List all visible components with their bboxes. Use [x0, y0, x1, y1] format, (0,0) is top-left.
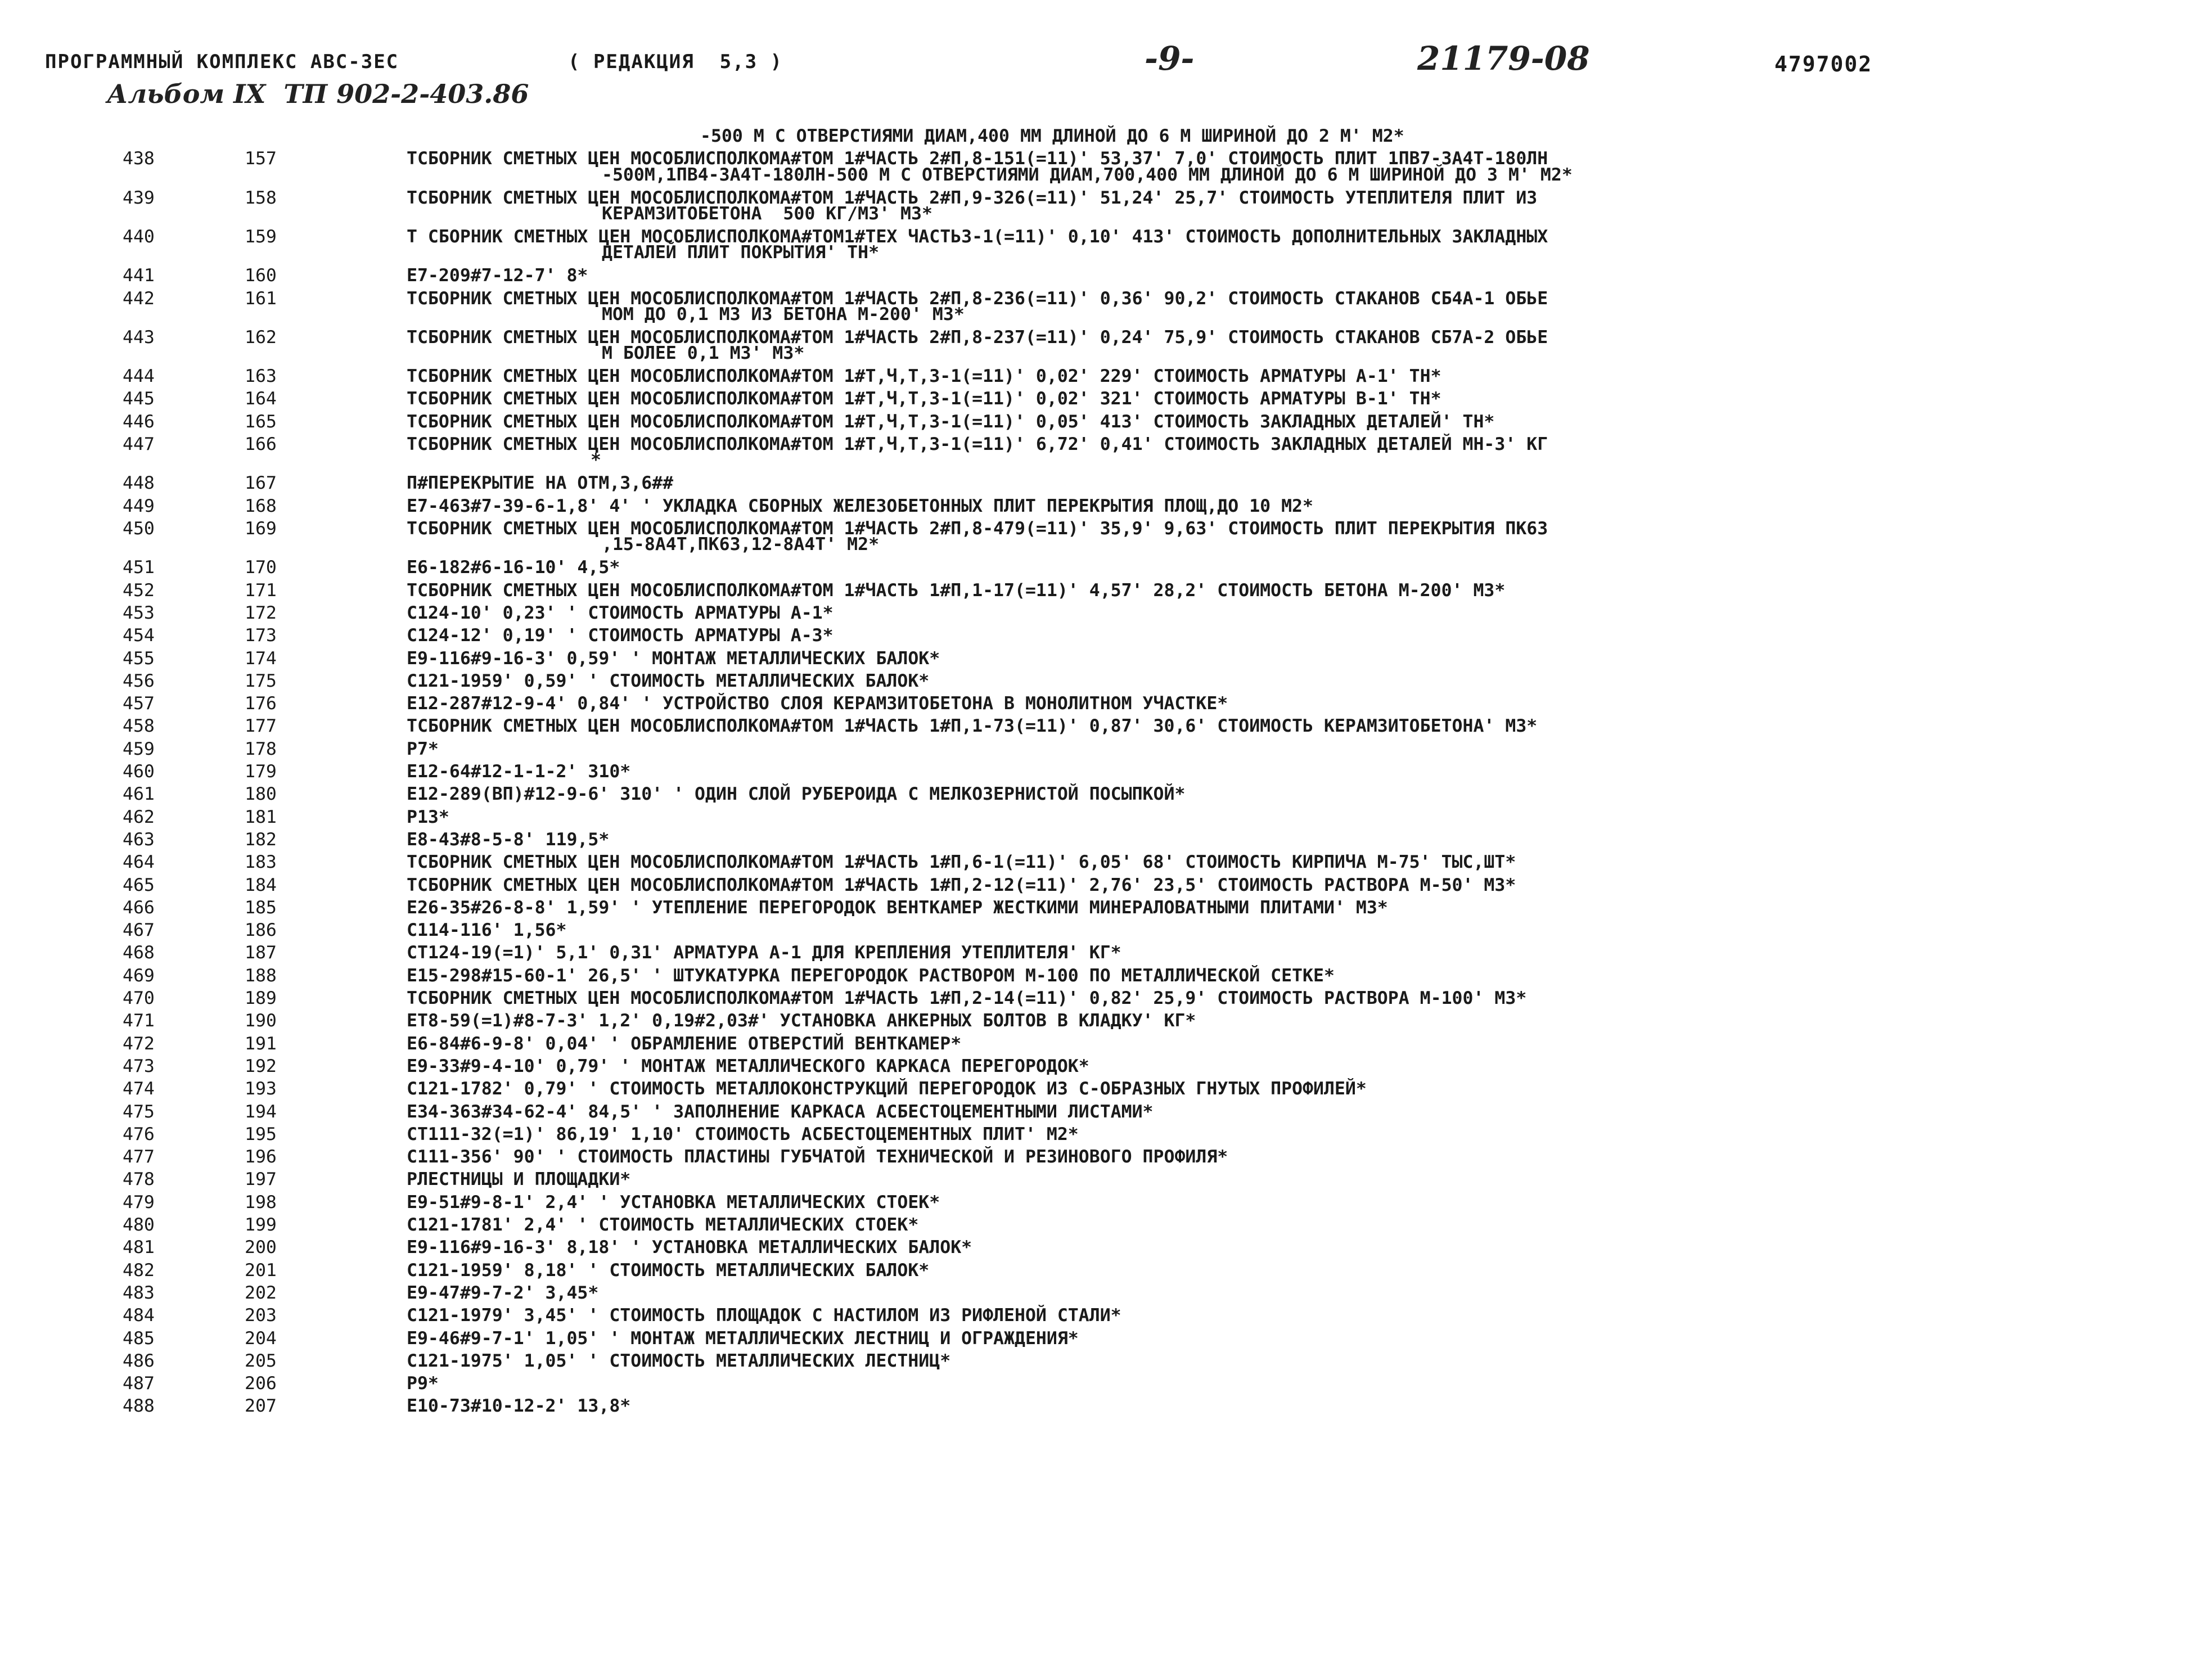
item-number: 157	[245, 148, 277, 169]
item-number: 166	[245, 434, 277, 455]
item-text: ТСБОРНИК СМЕТНЫХ ЦЕН МОСОБЛИСПОЛКОМА#ТОМ 1#ЧАСТЬ 1#П,1-73(=11)' 0,87' 30,6' СТОИМОСТЬ КЕРАМЗИТОБЕТОНА' М3*	[407, 716, 1538, 737]
item-number: 175	[245, 670, 277, 691]
item-number: 158	[245, 187, 277, 208]
item-text: Е6-84#6-9-8' 0,04' ' ОБРАМЛЕНИЕ ОТВЕРСТИЙ ВЕНТКАМЕР*	[407, 1033, 962, 1054]
item-number: 197	[245, 1169, 277, 1190]
record-number: 485	[123, 1328, 155, 1349]
edition-label: ( РЕДАКЦИЯ 5,3 )	[568, 51, 783, 73]
continuation-text: ДЕТАЛЕЙ ПЛИТ ПОКРЫТИЯ' ТН*	[602, 242, 880, 263]
item-number: 192	[245, 1056, 277, 1076]
record-number: 452	[123, 580, 155, 601]
item-text: Е26-35#26-8-8' 1,59' ' УТЕПЛЕНИЕ ПЕРЕГОРОДОК ВЕНТКАМЕР ЖЕСТКИМИ МИНЕРАЛОВАТНЫМИ ПЛИТАМИ' М3*	[407, 897, 1388, 918]
record-number: 478	[123, 1169, 155, 1190]
item-text: ТСБОРНИК СМЕТНЫХ ЦЕН МОСОБЛИСПОЛКОМА#ТОМ 1#ЧАСТЬ 1#П,2-12(=11)' 2,76' 23,5' СТОИМОСТЬ РАСТВОРА М-50' М3*	[407, 875, 1516, 895]
record-number: 438	[123, 148, 155, 169]
item-text: Е9-51#9-8-1' 2,4' ' УСТАНОВКА МЕТАЛЛИЧЕСКИХ СТОЕК*	[407, 1192, 940, 1213]
item-text: СТ124-19(=1)' 5,1' 0,31' АРМАТУРА А-1 ДЛЯ КРЕПЛЕНИЯ УТЕПЛИТЕЛЯ' КГ*	[407, 943, 1121, 963]
item-text: Е7-463#7-39-6-1,8' 4' ' УКЛАДКА СБОРНЫХ ЖЕЛЕЗОБЕТОННЫХ ПЛИТ ПЕРЕКРЫТИЯ ПЛОЩ,ДО 10 М2*	[407, 495, 1313, 516]
record-number: 482	[123, 1260, 155, 1281]
record-number: 457	[123, 693, 155, 714]
document-code: 21179-08	[1417, 39, 1590, 78]
item-number: 207	[245, 1396, 277, 1417]
item-number: 165	[245, 411, 277, 432]
item-number: 179	[245, 761, 277, 782]
item-number: 181	[245, 806, 277, 827]
item-number: 201	[245, 1260, 277, 1281]
item-text: Е9-33#9-4-10' 0,79' ' МОНТАЖ МЕТАЛЛИЧЕСКОГО КАРКАСА ПЕРЕГОРОДОК*	[407, 1056, 1089, 1076]
item-text: Е15-298#15-60-1' 26,5' ' ШТУКАТУРКА ПЕРЕГОРОДОК РАСТВОРОМ М-100 ПО МЕТАЛЛИЧЕСКОЙ СЕТКЕ*	[407, 965, 1335, 986]
item-text: С121-1979' 3,45' ' СТОИМОСТЬ ПЛОЩАДОК С НАСТИЛОМ ИЗ РИФЛЕНОЙ СТАЛИ*	[407, 1305, 1121, 1326]
record-number: 467	[123, 920, 155, 941]
item-number: 185	[245, 897, 277, 918]
item-text: Е7-209#7-12-7' 8*	[407, 265, 588, 286]
item-text: Р9*	[407, 1373, 439, 1394]
record-number: 449	[123, 495, 155, 516]
item-number: 202	[245, 1282, 277, 1303]
item-text: ТСБОРНИК СМЕТНЫХ ЦЕН МОСОБЛИСПОЛКОМА#ТОМ 1#Т,Ч,Т,3-1(=11)' 0,02' 321' СТОИМОСТЬ АРМАТУРЫ В-1' ТН*	[407, 389, 1441, 409]
record-number: 464	[123, 852, 155, 873]
item-number: 193	[245, 1079, 277, 1099]
item-text: С121-1959' 8,18' ' СТОИМОСТЬ МЕТАЛЛИЧЕСКИХ БАЛОК*	[407, 1260, 930, 1281]
item-text: ТСБОРНИК СМЕТНЫХ ЦЕН МОСОБЛИСПОЛКОМА#ТОМ 1#ЧАСТЬ 1#П,6-1(=11)' 6,05' 68' СТОИМОСТЬ КИРПИЧА М-75' ТЫС,ШТ*	[407, 852, 1516, 873]
record-number: 486	[123, 1350, 155, 1371]
item-text: ТСБОРНИК СМЕТНЫХ ЦЕН МОСОБЛИСПОЛКОМА#ТОМ 1#ЧАСТЬ 2#П,8-479(=11)' 35,9' 9,63' СТОИМОСТЬ ПЛИТ ПЕРЕКРЫТИЯ ПК63	[407, 518, 1548, 539]
record-number: 441	[123, 265, 155, 286]
item-number: 186	[245, 920, 277, 941]
record-number: 454	[123, 625, 155, 646]
item-text: С114-116' 1,56*	[407, 920, 567, 941]
continuation-text: ,15-8А4Т,ПК63,12-8А4Т' М2*	[602, 534, 880, 555]
item-text: РЛЕСТНИЦЫ И ПЛОЩАДКИ*	[407, 1169, 631, 1190]
item-text: ТСБОРНИК СМЕТНЫХ ЦЕН МОСОБЛИСПОЛКОМА#ТОМ 1#ЧАСТЬ 2#П,9-326(=11)' 51,24' 25,7' СТОИМОСТЬ УТЕПЛИТЕЛЯ ПЛИТ ИЗ	[407, 187, 1538, 208]
item-number: 187	[245, 943, 277, 963]
record-number: 448	[123, 473, 155, 494]
item-number: 206	[245, 1373, 277, 1394]
item-number: 164	[245, 389, 277, 409]
record-number: 471	[123, 1011, 155, 1031]
item-number: 180	[245, 784, 277, 805]
record-number: 465	[123, 875, 155, 895]
item-text: Р13*	[407, 806, 449, 827]
item-text: ТСБОРНИК СМЕТНЫХ ЦЕН МОСОБЛИСПОЛКОМА#ТОМ 1#ЧАСТЬ 2#П,8-236(=11)' 0,36' 90,2' СТОИМОСТЬ СТАКАНОВ СБ4А-1 ОБЬЕ	[407, 288, 1548, 309]
record-number: 462	[123, 806, 155, 827]
item-number: 199	[245, 1215, 277, 1235]
item-number: 160	[245, 265, 277, 286]
item-number: 205	[245, 1350, 277, 1371]
item-number: 189	[245, 988, 277, 1008]
item-number: 168	[245, 495, 277, 516]
item-text: С124-10' 0,23' ' СТОИМОСТЬ АРМАТУРЫ А-1*	[407, 602, 834, 623]
record-number: 461	[123, 784, 155, 805]
record-number: 456	[123, 670, 155, 691]
item-text: ЕТ8-59(=1)#8-7-3' 1,2' 0,19#2,03#' УСТАНОВКА АНКЕРНЫХ БОЛТОВ В КЛАДКУ' КГ*	[407, 1011, 1196, 1031]
item-text: С111-356' 90' ' СТОИМОСТЬ ПЛАСТИНЫ ГУБЧАТОЙ ТЕХНИЧЕСКОЙ И РЕЗИНОВОГО ПРОФИЛЯ*	[407, 1147, 1228, 1168]
record-number: 483	[123, 1282, 155, 1303]
item-text: С124-12' 0,19' ' СТОИМОСТЬ АРМАТУРЫ А-3*	[407, 625, 834, 646]
continuation-text: М БОЛЕЕ 0,1 М3' М3*	[602, 343, 805, 364]
continuation-text: *	[591, 450, 601, 471]
item-text: ТСБОРНИК СМЕТНЫХ ЦЕН МОСОБЛИСПОЛКОМА#ТОМ 1#ЧАСТЬ 2#П,8-151(=11)' 53,37' 7,0' СТОИМОСТЬ ПЛИТ 1ПВ7-3А4Т-180ЛН	[407, 148, 1548, 169]
record-number: 475	[123, 1101, 155, 1122]
item-text: С121-1959' 0,59' ' СТОИМОСТЬ МЕТАЛЛИЧЕСКИХ БАЛОК*	[407, 670, 930, 691]
record-number: 455	[123, 648, 155, 669]
program-title: ПРОГРАММНЫЙ КОМПЛЕКС АВС-3ЕС	[45, 51, 399, 73]
item-number: 172	[245, 602, 277, 623]
record-number: 472	[123, 1033, 155, 1054]
record-number: 463	[123, 829, 155, 850]
record-number: 468	[123, 943, 155, 963]
item-text: Е9-47#9-7-2' 3,45*	[407, 1282, 599, 1303]
record-number: 445	[123, 389, 155, 409]
item-text: Е10-73#10-12-2' 13,8*	[407, 1396, 631, 1417]
item-text: ТСБОРНИК СМЕТНЫХ ЦЕН МОСОБЛИСПОЛКОМА#ТОМ 1#ЧАСТЬ 2#П,8-237(=11)' 0,24' 75,9' СТОИМОСТЬ СТАКАНОВ СБ7А-2 ОБЬЕ	[407, 327, 1548, 348]
item-number: 173	[245, 625, 277, 646]
record-number: 446	[123, 411, 155, 432]
item-text: С121-1781' 2,4' ' СТОИМОСТЬ МЕТАЛЛИЧЕСКИХ СТОЕК*	[407, 1215, 919, 1235]
item-number: 162	[245, 327, 277, 348]
record-number: 466	[123, 897, 155, 918]
item-number: 177	[245, 716, 277, 737]
item-text: П#ПЕРЕКРЫТИЕ НА ОТМ,3,6##	[407, 473, 674, 494]
item-text: СТ111-32(=1)' 86,19' 1,10' СТОИМОСТЬ АСБЕСТОЦЕМЕНТНЫХ ПЛИТ' М2*	[407, 1124, 1079, 1144]
item-number: 194	[245, 1101, 277, 1122]
item-number: 170	[245, 557, 277, 578]
item-text: Е12-287#12-9-4' 0,84' ' УСТРОЙСТВО СЛОЯ КЕРАМЗИТОБЕТОНА В МОНОЛИТНОМ УЧАСТКЕ*	[407, 693, 1228, 714]
item-number: 176	[245, 693, 277, 714]
record-number: 458	[123, 716, 155, 737]
item-text: Е34-363#34-62-4' 84,5' ' ЗАПОЛНЕНИЕ КАРКАСА АСБЕСТОЦЕМЕНТНЫМИ ЛИСТАМИ*	[407, 1101, 1154, 1122]
record-number: 440	[123, 226, 155, 247]
item-number: 204	[245, 1328, 277, 1349]
continuation-text: -500 М С ОТВЕРСТИЯМИ ДИАМ,400 ММ ДЛИНОЙ ДО 6 М ШИРИНОЙ ДО 2 М' М2*	[700, 126, 1404, 146]
record-number: 439	[123, 187, 155, 208]
item-number: 188	[245, 965, 277, 986]
item-number: 167	[245, 473, 277, 494]
item-text: Т СБОРНИК СМЕТНЫХ ЦЕН МОСОБЛИСПОЛКОМА#ТОМ1#ТЕХ ЧАСТЬ3-1(=11)' 0,10' 413' СТОИМОСТЬ ДОПОЛНИТЕЛЬНЫХ ЗАКЛАДНЫХ	[407, 226, 1548, 247]
item-text: ТСБОРНИК СМЕТНЫХ ЦЕН МОСОБЛИСПОЛКОМА#ТОМ 1#ЧАСТЬ 1#П,2-14(=11)' 0,82' 25,9' СТОИМОСТЬ РАСТВОРА М-100' М3*	[407, 988, 1527, 1008]
record-number: 480	[123, 1215, 155, 1235]
record-number: 487	[123, 1373, 155, 1394]
continuation-text: МОМ ДО 0,1 М3 ИЗ БЕТОНА М-200' М3*	[602, 304, 965, 325]
item-number: 159	[245, 226, 277, 247]
item-text: Е9-46#9-7-1' 1,05' ' МОНТАЖ МЕТАЛЛИЧЕСКИХ ЛЕСТНИЦ И ОГРАЖДЕНИЯ*	[407, 1328, 1079, 1349]
item-text: Е6-182#6-16-10' 4,5*	[407, 557, 620, 578]
record-number: 453	[123, 602, 155, 623]
record-number: 476	[123, 1124, 155, 1144]
item-text: С121-1975' 1,05' ' СТОИМОСТЬ МЕТАЛЛИЧЕСКИХ ЛЕСТНИЦ*	[407, 1350, 951, 1371]
item-number: 178	[245, 738, 277, 759]
item-number: 182	[245, 829, 277, 850]
continuation-text: -500М,1ПВ4-3А4Т-180ЛН-500 М С ОТВЕРСТИЯМИ ДИАМ,700,400 ММ ДЛИНОЙ ДО 6 М ШИРИНОЙ ДО 3 М' М2*	[602, 164, 1573, 185]
item-number: 191	[245, 1033, 277, 1054]
item-number: 200	[245, 1237, 277, 1258]
item-text: ТСБОРНИК СМЕТНЫХ ЦЕН МОСОБЛИСПОЛКОМА#ТОМ 1#Т,Ч,Т,3-1(=11)' 0,02' 229' СТОИМОСТЬ АРМАТУРЫ А-1' ТН*	[407, 366, 1441, 387]
record-number: 470	[123, 988, 155, 1008]
record-number: 488	[123, 1396, 155, 1417]
item-number: 190	[245, 1011, 277, 1031]
record-number: 451	[123, 557, 155, 578]
code-number: 4797002	[1774, 52, 1873, 76]
item-number: 161	[245, 288, 277, 309]
continuation-text: КЕРАМЗИТОБЕТОНА 500 КГ/М3' М3*	[602, 203, 932, 224]
item-number: 184	[245, 875, 277, 895]
record-number: 450	[123, 518, 155, 539]
record-number: 460	[123, 761, 155, 782]
item-text: С121-1782' 0,79' ' СТОИМОСТЬ МЕТАЛЛОКОНСТРУКЦИЙ ПЕРЕГОРОДОК ИЗ С-ОБРАЗНЫХ ГНУТЫХ ПРОФИЛЕЙ*	[407, 1079, 1367, 1099]
item-number: 174	[245, 648, 277, 669]
item-number: 169	[245, 518, 277, 539]
item-text: ТСБОРНИК СМЕТНЫХ ЦЕН МОСОБЛИСПОЛКОМА#ТОМ 1#Т,Ч,Т,3-1(=11)' 0,05' 413' СТОИМОСТЬ ЗАКЛАДНЫХ ДЕТАЛЕЙ' ТН*	[407, 411, 1495, 432]
item-number: 198	[245, 1192, 277, 1213]
page-number: -9-	[1145, 39, 1195, 78]
record-number: 481	[123, 1237, 155, 1258]
item-text: ТСБОРНИК СМЕТНЫХ ЦЕН МОСОБЛИСПОЛКОМА#ТОМ 1#Т,Ч,Т,3-1(=11)' 6,72' 0,41' СТОИМОСТЬ ЗАКЛАДНЫХ ДЕТАЛЕЙ МН-3' КГ	[407, 434, 1548, 455]
album-reference: Альбом IX ТП 902-2-403.86	[107, 79, 529, 109]
record-number: 444	[123, 366, 155, 387]
item-number: 183	[245, 852, 277, 873]
item-text: Е12-64#12-1-1-2' 310*	[407, 761, 631, 782]
record-number: 474	[123, 1079, 155, 1099]
item-number: 196	[245, 1147, 277, 1168]
record-number: 477	[123, 1147, 155, 1168]
item-text: ТСБОРНИК СМЕТНЫХ ЦЕН МОСОБЛИСПОЛКОМА#ТОМ 1#ЧАСТЬ 1#П,1-17(=11)' 4,57' 28,2' СТОИМОСТЬ БЕТОНА М-200' М3*	[407, 580, 1506, 601]
item-text: Е8-43#8-5-8' 119,5*	[407, 829, 610, 850]
item-number: 171	[245, 580, 277, 601]
record-number: 473	[123, 1056, 155, 1076]
item-number: 203	[245, 1305, 277, 1326]
item-text: Е12-289(ВП)#12-9-6' 310' ' ОДИН СЛОЙ РУБЕРОИДА С МЕЛКОЗЕРНИСТОЙ ПОСЫПКОЙ*	[407, 784, 1186, 805]
record-number: 459	[123, 738, 155, 759]
record-number: 479	[123, 1192, 155, 1213]
record-number: 447	[123, 434, 155, 455]
item-text: Е9-116#9-16-3' 0,59' ' МОНТАЖ МЕТАЛЛИЧЕСКИХ БАЛОК*	[407, 648, 940, 669]
item-number: 195	[245, 1124, 277, 1144]
item-number: 163	[245, 366, 277, 387]
record-number: 469	[123, 965, 155, 986]
item-text: Е9-116#9-16-3' 8,18' ' УСТАНОВКА МЕТАЛЛИЧЕСКИХ БАЛОК*	[407, 1237, 972, 1258]
item-text: Р7*	[407, 738, 439, 759]
record-number: 484	[123, 1305, 155, 1326]
record-number: 442	[123, 288, 155, 309]
record-number: 443	[123, 327, 155, 348]
